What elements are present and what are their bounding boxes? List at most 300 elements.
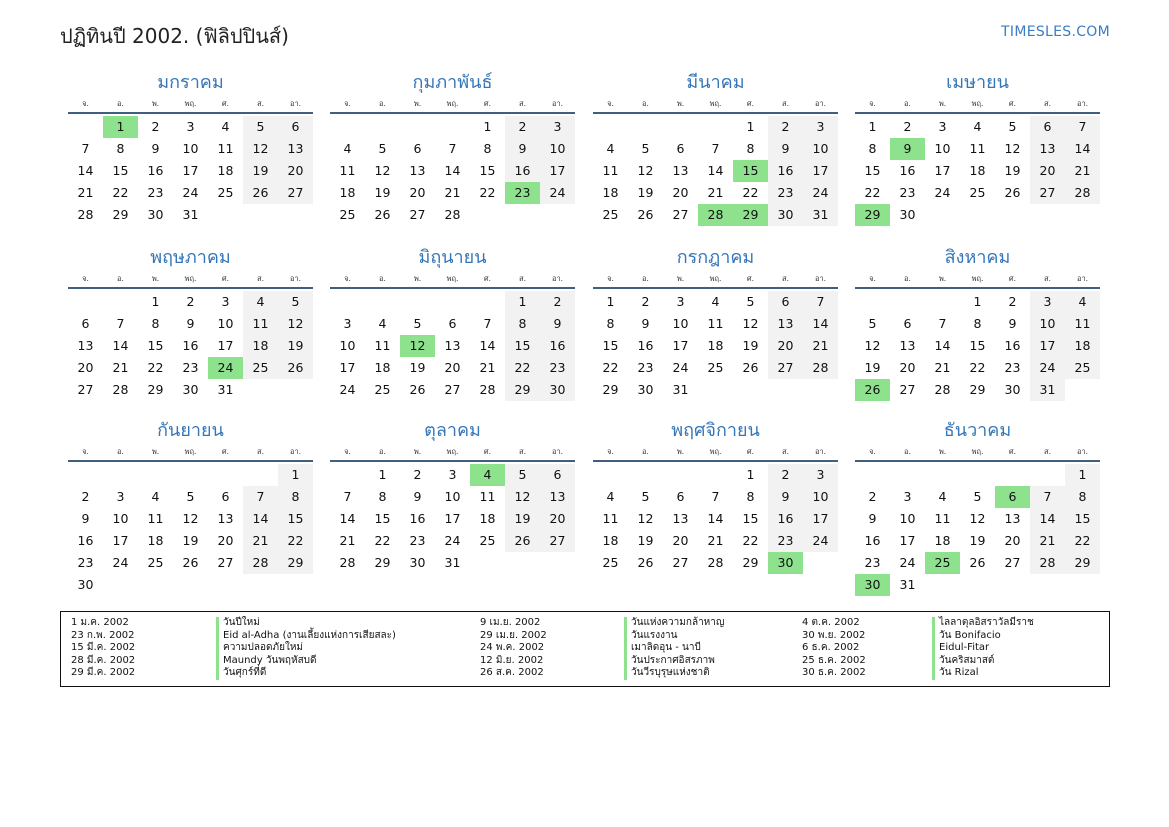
day-cell: 28	[339, 555, 356, 570]
day-cell-holiday: 4	[470, 464, 505, 486]
day-cell-holiday: 6	[995, 486, 1030, 508]
legend-holiday-name: วัน Bonifacio	[939, 629, 1001, 641]
weekday-label: ศ.	[746, 99, 755, 108]
day-cell: 13	[672, 511, 689, 526]
year-calendar	[68, 70, 1102, 610]
day-cell: 15	[742, 511, 759, 526]
day-cell: 22	[742, 185, 759, 200]
day-cell: 29	[1065, 552, 1100, 574]
day-grid	[855, 464, 1100, 596]
day-cell: 5	[641, 489, 650, 504]
empty-cell	[68, 291, 103, 313]
day-grid	[68, 291, 313, 401]
day-cell: 5	[746, 294, 755, 309]
legend-holiday-name: วันแห่งความกล้าหาญ	[631, 617, 725, 628]
day-cell: 27	[1004, 555, 1021, 570]
day-cell: 8	[746, 489, 755, 504]
month-name: มีนาคม	[686, 72, 745, 93]
weekday-header	[855, 271, 1100, 289]
day-cell: 3	[186, 119, 195, 134]
legend-holiday-name: วันแรงงาน	[631, 629, 678, 641]
day-cell: 17	[540, 160, 575, 182]
day-cell: 14	[339, 511, 356, 526]
weekday-header	[593, 271, 838, 289]
day-cell: 18	[147, 533, 164, 548]
day-cell: 22	[112, 185, 129, 200]
month-block	[330, 418, 575, 574]
day-cell: 16	[77, 533, 94, 548]
day-cell: 10	[540, 138, 575, 160]
day-cell: 17	[934, 163, 951, 178]
day-cell: 23	[182, 360, 199, 375]
day-cell: 5	[378, 141, 387, 156]
day-cell: 9	[1008, 316, 1017, 331]
day-cell: 27	[444, 382, 461, 397]
weekday-label: อา.	[551, 274, 564, 283]
weekday-header	[68, 444, 313, 462]
day-cell: 26	[969, 555, 986, 570]
day-cell: 8	[151, 316, 160, 331]
day-cell: 14	[803, 313, 838, 335]
day-cell-holiday: 29	[855, 204, 890, 226]
weekday-label: พ.	[413, 447, 422, 456]
legend-holiday-name: ความปลอดภัยใหม่	[223, 642, 304, 653]
day-cell: 31	[803, 204, 838, 226]
day-grid	[593, 464, 838, 574]
day-cell: 14	[112, 338, 129, 353]
empty-cell	[330, 116, 365, 138]
day-cell: 5	[243, 116, 278, 138]
legend-holiday-name: เมาลิดอุน - นาบี	[631, 642, 701, 653]
legend-date: 24 พ.ค. 2002	[480, 642, 545, 653]
legend-date: 26 ส.ค. 2002	[480, 667, 544, 678]
day-cell: 22	[374, 533, 391, 548]
day-cell: 13	[1004, 511, 1021, 526]
empty-cell	[663, 116, 698, 138]
day-cell: 24	[803, 530, 838, 552]
weekday-header	[330, 96, 575, 114]
day-cell: 4	[711, 294, 720, 309]
day-cell: 15	[1065, 508, 1100, 530]
legend-date: 6 ธ.ค. 2002	[802, 642, 860, 653]
day-cell: 19	[969, 533, 986, 548]
day-cell: 26	[182, 555, 199, 570]
day-cell: 20	[672, 533, 689, 548]
weekday-label: พ.	[938, 274, 947, 283]
weekday-label: ส.	[1044, 274, 1051, 283]
day-cell: 14	[1030, 508, 1065, 530]
month-block	[68, 418, 313, 596]
legend-dates-col-1	[71, 617, 135, 680]
day-cell: 10	[672, 316, 689, 331]
month-block	[593, 418, 838, 574]
day-cell: 7	[938, 316, 947, 331]
legend-dates-col-2	[480, 617, 547, 680]
weekday-label: จ.	[869, 99, 876, 108]
day-cell: 8	[116, 141, 125, 156]
weekday-label: ศ.	[1008, 447, 1017, 456]
day-cell: 31	[1030, 379, 1065, 401]
month-block	[855, 418, 1100, 596]
day-cell: 25	[969, 185, 986, 200]
day-cell: 15	[505, 335, 540, 357]
weekday-label: ส.	[1044, 99, 1051, 108]
day-cell: 30	[899, 207, 916, 222]
empty-cell	[208, 464, 243, 486]
day-cell: 12	[969, 511, 986, 526]
weekday-label: ส.	[519, 274, 526, 283]
day-cell: 19	[243, 160, 278, 182]
day-cell: 12	[505, 486, 540, 508]
day-cell: 28	[444, 207, 461, 222]
empty-cell	[960, 464, 995, 486]
day-cell: 10	[1030, 313, 1065, 335]
day-cell: 28	[934, 382, 951, 397]
day-cell: 17	[803, 508, 838, 530]
day-cell: 23	[864, 555, 881, 570]
month-block	[593, 70, 838, 226]
weekday-label: อ.	[117, 274, 124, 283]
weekday-label: ส.	[782, 99, 789, 108]
weekday-label: ส.	[519, 447, 526, 456]
weekday-label: อ.	[379, 99, 386, 108]
day-cell: 4	[221, 119, 230, 134]
day-cell: 28	[77, 207, 94, 222]
weekday-label: ส.	[257, 447, 264, 456]
weekday-label: พ.	[413, 274, 422, 283]
day-cell: 24	[444, 533, 461, 548]
day-cell: 17	[672, 338, 689, 353]
empty-cell	[855, 464, 890, 486]
legend-date: 12 มิ.ย. 2002	[480, 654, 544, 666]
day-cell: 7	[1065, 116, 1100, 138]
day-cell: 22	[742, 533, 759, 548]
day-cell: 21	[112, 360, 129, 375]
weekday-header	[855, 444, 1100, 462]
weekday-label: อ.	[642, 447, 649, 456]
weekday-label: พฤ.	[446, 99, 459, 108]
month-name: เมษายน	[946, 72, 1009, 93]
legend-date: 30 ธ.ค. 2002	[802, 667, 866, 678]
day-cell: 28	[243, 552, 278, 574]
day-grid	[68, 464, 313, 596]
weekday-label: อ.	[904, 99, 911, 108]
day-cell: 1	[505, 291, 540, 313]
day-cell: 7	[343, 489, 352, 504]
weekday-label: อ.	[642, 274, 649, 283]
day-cell: 25	[147, 555, 164, 570]
weekday-label: ส.	[782, 274, 789, 283]
weekday-label: พฤ.	[971, 99, 984, 108]
day-cell: 10	[803, 138, 838, 160]
day-cell: 26	[637, 555, 654, 570]
weekday-label: อา.	[289, 447, 302, 456]
day-cell: 2	[505, 116, 540, 138]
month-block	[593, 245, 838, 401]
day-cell: 11	[243, 313, 278, 335]
day-cell: 2	[868, 489, 877, 504]
day-cell: 9	[768, 486, 803, 508]
weekday-label: ส.	[1044, 447, 1051, 456]
day-cell-holiday: 24	[208, 357, 243, 379]
weekday-label: พฤ.	[184, 99, 197, 108]
weekday-label: พฤ.	[709, 99, 722, 108]
day-cell: 25	[707, 360, 724, 375]
weekday-label: ศ.	[221, 274, 230, 283]
weekday-label: พ.	[676, 99, 685, 108]
day-cell: 9	[151, 141, 160, 156]
day-cell: 28	[112, 382, 129, 397]
day-cell: 14	[77, 163, 94, 178]
day-cell: 16	[147, 163, 164, 178]
day-cell-holiday: 30	[768, 552, 803, 574]
day-cell: 24	[672, 360, 689, 375]
legend-date: 25 ธ.ค. 2002	[802, 654, 866, 666]
empty-cell	[628, 116, 663, 138]
day-cell: 24	[339, 382, 356, 397]
legend-date: 9 เม.ย. 2002	[480, 617, 541, 628]
day-cell: 21	[243, 530, 278, 552]
day-cell: 9	[641, 316, 650, 331]
day-cell: 5	[278, 291, 313, 313]
day-cell: 16	[1004, 338, 1021, 353]
empty-cell	[593, 464, 628, 486]
weekday-label: ศ.	[221, 447, 230, 456]
weekday-header	[68, 96, 313, 114]
day-cell: 11	[934, 511, 951, 526]
day-cell: 15	[602, 338, 619, 353]
day-cell: 7	[448, 141, 457, 156]
day-cell: 30	[182, 382, 199, 397]
empty-cell	[330, 291, 365, 313]
day-cell: 15	[969, 338, 986, 353]
day-cell: 31	[217, 382, 234, 397]
day-cell: 19	[409, 360, 426, 375]
empty-cell	[593, 116, 628, 138]
day-cell: 9	[768, 138, 803, 160]
empty-cell	[435, 291, 470, 313]
day-cell: 8	[378, 489, 387, 504]
day-cell-holiday: 29	[733, 204, 768, 226]
legend-holiday-name: Eid al-Adha (งานเลี้ยงแห่งการเสียสละ)	[223, 629, 396, 641]
month-block	[68, 245, 313, 401]
day-cell: 6	[413, 141, 422, 156]
weekday-label: จ.	[607, 274, 614, 283]
day-cell: 19	[637, 533, 654, 548]
day-cell: 3	[540, 116, 575, 138]
month-name: กันยายน	[157, 420, 224, 441]
day-cell-holiday: 23	[505, 182, 540, 204]
day-cell: 18	[479, 511, 496, 526]
day-cell: 14	[479, 338, 496, 353]
day-cell: 30	[768, 204, 803, 226]
day-cell: 27	[77, 382, 94, 397]
day-cell: 30	[409, 555, 426, 570]
legend-dates-col-3	[802, 617, 866, 680]
day-cell: 8	[746, 141, 755, 156]
weekday-label: อ.	[379, 274, 386, 283]
weekday-label: จ.	[344, 274, 351, 283]
day-cell: 10	[217, 316, 234, 331]
day-cell-holiday: 30	[855, 574, 890, 596]
day-cell: 25	[602, 207, 619, 222]
day-cell-holiday: 1	[103, 116, 138, 138]
day-cell: 2	[186, 294, 195, 309]
empty-cell	[365, 116, 400, 138]
day-cell: 28	[479, 382, 496, 397]
day-cell: 23	[899, 185, 916, 200]
weekday-label: ส.	[782, 447, 789, 456]
empty-cell	[855, 291, 890, 313]
day-cell: 13	[899, 338, 916, 353]
legend-holiday-name: วันวีรบุรุษแห่งชาติ	[631, 667, 710, 678]
day-cell: 18	[707, 338, 724, 353]
weekday-label: ศ.	[1008, 274, 1017, 283]
day-cell: 18	[602, 185, 619, 200]
day-cell: 17	[339, 360, 356, 375]
day-cell: 6	[278, 116, 313, 138]
day-cell: 13	[278, 138, 313, 160]
legend-holiday-name: วันปีใหม่	[223, 617, 260, 628]
weekday-label: อ.	[904, 274, 911, 283]
day-cell: 15	[112, 163, 129, 178]
day-cell: 18	[969, 163, 986, 178]
month-name: สิงหาคม	[944, 247, 1011, 268]
weekday-label: ศ.	[483, 447, 492, 456]
legend-holiday-name: วันประกาศอิสรภาพ	[631, 654, 715, 666]
day-cell: 9	[186, 316, 195, 331]
day-cell: 3	[221, 294, 230, 309]
day-cell-holiday: 15	[733, 160, 768, 182]
day-cell: 29	[278, 552, 313, 574]
page-title: ปฏิทินปี 2002. (ฟิลิปปินส์)	[60, 24, 289, 48]
day-cell: 7	[483, 316, 492, 331]
day-cell: 13	[217, 511, 234, 526]
day-cell: 2	[413, 467, 422, 482]
weekday-label: จ.	[82, 274, 89, 283]
day-cell: 18	[1065, 335, 1100, 357]
day-cell: 25	[1065, 357, 1100, 379]
day-cell: 2	[81, 489, 90, 504]
day-cell: 24	[182, 185, 199, 200]
empty-cell	[925, 291, 960, 313]
holiday-legend	[60, 611, 1110, 687]
empty-cell	[925, 464, 960, 486]
day-cell: 13	[672, 163, 689, 178]
day-cell: 9	[505, 138, 540, 160]
day-cell: 26	[278, 357, 313, 379]
weekday-label: พ.	[676, 274, 685, 283]
day-cell: 6	[903, 316, 912, 331]
day-cell: 25	[339, 207, 356, 222]
day-cell: 22	[479, 185, 496, 200]
day-cell: 15	[147, 338, 164, 353]
legend-holiday-name: วัน Rizal	[939, 667, 979, 678]
day-cell: 20	[444, 360, 461, 375]
day-grid	[68, 116, 313, 226]
day-cell: 3	[803, 464, 838, 486]
day-cell: 22	[864, 185, 881, 200]
day-cell: 1	[151, 294, 160, 309]
day-cell: 20	[899, 360, 916, 375]
day-cell: 19	[637, 185, 654, 200]
day-cell: 22	[969, 360, 986, 375]
weekday-label: พฤ.	[709, 447, 722, 456]
day-cell: 7	[803, 291, 838, 313]
day-cell: 25	[243, 357, 278, 379]
day-cell: 8	[973, 316, 982, 331]
month-block	[855, 245, 1100, 401]
day-cell: 23	[147, 185, 164, 200]
day-cell: 18	[217, 163, 234, 178]
weekday-label: จ.	[869, 274, 876, 283]
day-cell: 10	[182, 141, 199, 156]
weekday-label: อ.	[904, 447, 911, 456]
day-cell: 21	[479, 360, 496, 375]
day-cell: 13	[409, 163, 426, 178]
day-grid	[330, 291, 575, 401]
weekday-label: ศ.	[746, 447, 755, 456]
day-cell: 12	[1004, 141, 1021, 156]
day-cell: 3	[903, 489, 912, 504]
day-cell: 8	[606, 316, 615, 331]
day-cell-holiday: 26	[855, 379, 890, 401]
day-cell: 9	[868, 511, 877, 526]
day-cell: 19	[278, 335, 313, 357]
day-cell: 14	[243, 508, 278, 530]
day-cell: 21	[1030, 530, 1065, 552]
day-cell: 22	[1065, 530, 1100, 552]
day-grid	[593, 116, 838, 226]
day-cell: 19	[864, 360, 881, 375]
empty-cell	[400, 116, 435, 138]
day-cell: 22	[602, 360, 619, 375]
day-cell: 8	[1065, 486, 1100, 508]
weekday-label: พฤ.	[184, 274, 197, 283]
day-cell-holiday: 9	[890, 138, 925, 160]
day-cell: 20	[278, 160, 313, 182]
day-cell: 16	[637, 338, 654, 353]
day-cell: 18	[374, 360, 391, 375]
day-cell: 21	[339, 533, 356, 548]
day-cell: 1	[746, 467, 755, 482]
day-cell: 27	[672, 555, 689, 570]
day-cell: 23	[1004, 360, 1021, 375]
brand-link[interactable]: TIMESLES.COM	[1001, 24, 1110, 40]
day-cell: 10	[934, 141, 951, 156]
legend-holiday-name: วันศุกร์ที่ดี	[223, 667, 267, 678]
empty-cell	[330, 464, 365, 486]
day-cell: 18	[339, 185, 356, 200]
day-cell: 8	[505, 313, 540, 335]
day-cell: 23	[637, 360, 654, 375]
legend-date: 1 ม.ค. 2002	[71, 617, 129, 628]
day-cell: 3	[803, 116, 838, 138]
weekday-label: พ.	[151, 274, 160, 283]
day-cell: 13	[77, 338, 94, 353]
empty-cell	[1030, 464, 1065, 486]
day-cell: 12	[742, 316, 759, 331]
day-grid	[855, 116, 1100, 226]
day-cell: 21	[707, 185, 724, 200]
day-cell: 19	[182, 533, 199, 548]
day-cell: 3	[448, 467, 457, 482]
day-cell: 29	[969, 382, 986, 397]
empty-cell	[103, 291, 138, 313]
day-cell: 16	[182, 338, 199, 353]
day-cell: 20	[409, 185, 426, 200]
weekday-label: ศ.	[1008, 99, 1017, 108]
